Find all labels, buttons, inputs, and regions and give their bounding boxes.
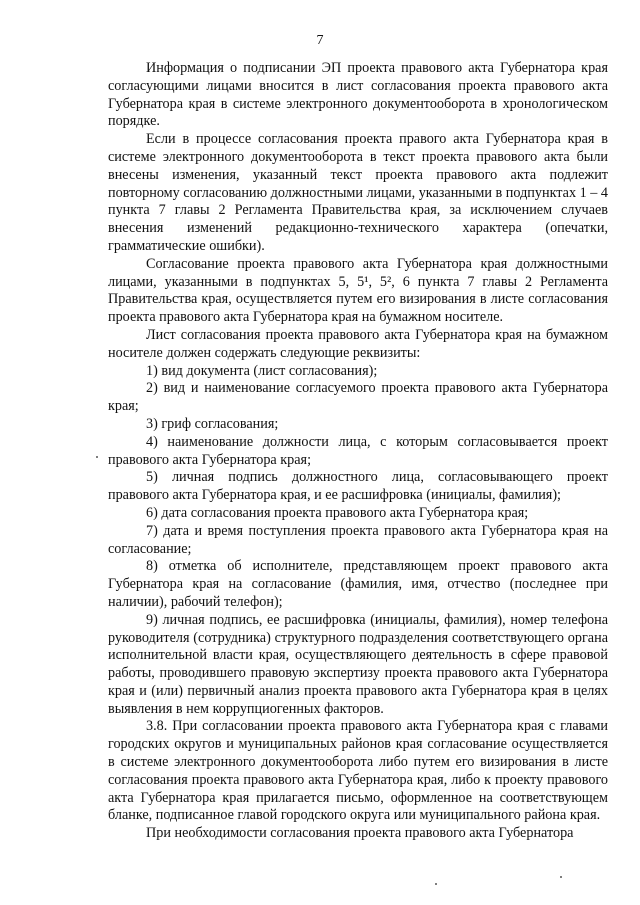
list-item-6: 6) дата согласования проекта правового акта Губернатора края;	[146, 504, 529, 521]
list-item-5: 5) личная подпись должностного лица, согласовывающего проект правового акта Губернатора края, и ее расшифровка (инициалы, фамилия);	[108, 469, 608, 504]
scan-speck	[96, 456, 98, 458]
list-item-7: 7) дата и время поступления проекта правового акта Губернатора края на согласование;	[108, 522, 608, 557]
document-body	[108, 60, 608, 843]
list-item-2: 2) вид и наименование согласуемого проекта правового акта Губернатора края;	[108, 380, 608, 415]
list-item-4: 4) наименование должности лица, с которым согласовывается проект правового акта Губернатора края;	[108, 433, 608, 468]
page-number: 7	[316, 33, 324, 48]
list-item-1: 1) вид документа (лист согласования);	[146, 362, 378, 379]
paragraph-ep-signing-info: Информация о подписании ЭП проекта правового акта Губернатора края согласующими лицами вносится в лист согласования проекта правового акта Губернатора края в системе электронного документооборота в хронологическом порядке.	[108, 60, 608, 130]
list-item-3: 3) гриф согласования;	[146, 415, 279, 432]
paragraph-continuation: При необходимости согласования проекта правового акта Губернатора	[146, 825, 574, 842]
list-item-8: 8) отметка об исполнителе, представляющем проект правового акта Губернатора края на согласование (фамилия, имя, отчество (последнее при наличии), рабочий телефон);	[108, 558, 608, 610]
paragraph-changes-reapproval: Если в процессе согласования проекта правого акта Губернатора края в системе электронного документооборота в текст проекта правового акта были внесены изменения, указанный текст проекта правового акта подлежит повторному согласованию должностными лицами, указанными в подпунктах 1 – 4 пункта 7 главы 2 Регламента Правительства края, за исключением случаев внесения изменений редакционно-технического характера (опечатки, грамматические ошибки).	[108, 131, 608, 254]
scan-speck	[435, 883, 437, 885]
scan-speck	[560, 876, 562, 878]
paragraph-section-3-8: 3.8. При согласовании проекта правового акта Губернатора края с главами городских округов и муниципальных районов края согласование осуществляется в системе электронного документооборота либо путем его визирования в листе согласования проекта правового акта Губернатора края, либо к проекту правового акта Губернатора края прилагается письмо, оформленное на соответствующем бланке, подписанное главой городского округа или муниципального района края.	[108, 718, 608, 824]
paragraph-requisites-intro: Лист согласования проекта правового акта Губернатора края на бумажном носителе должен содержать следующие реквизиты:	[108, 326, 608, 361]
list-item-9: 9) личная подпись, ее расшифровка (инициалы, фамилия), номер телефона руководителя (сотрудника) структурного подразделения соответствующего органа исполнительной власти края, осуществляющего деятельность в сфере правовой работы, проводившего правовую экспертизу проекта правового акта Губернатора края и (или) первичный анализ проекта правового акта Губернатора края в целях выявления в нем коррупциогенных факторов.	[108, 611, 608, 717]
paragraph-paper-approval: Согласование проекта правового акта Губернатора края должностными лицами, указанными в подпунктах 5, 5¹, 5², 6 пункта 7 главы 2 Регламента Правительства края, осуществляется путем его визирования в листе согласования проекта правового акта Губернатора края на бумажном носителе.	[108, 255, 608, 326]
